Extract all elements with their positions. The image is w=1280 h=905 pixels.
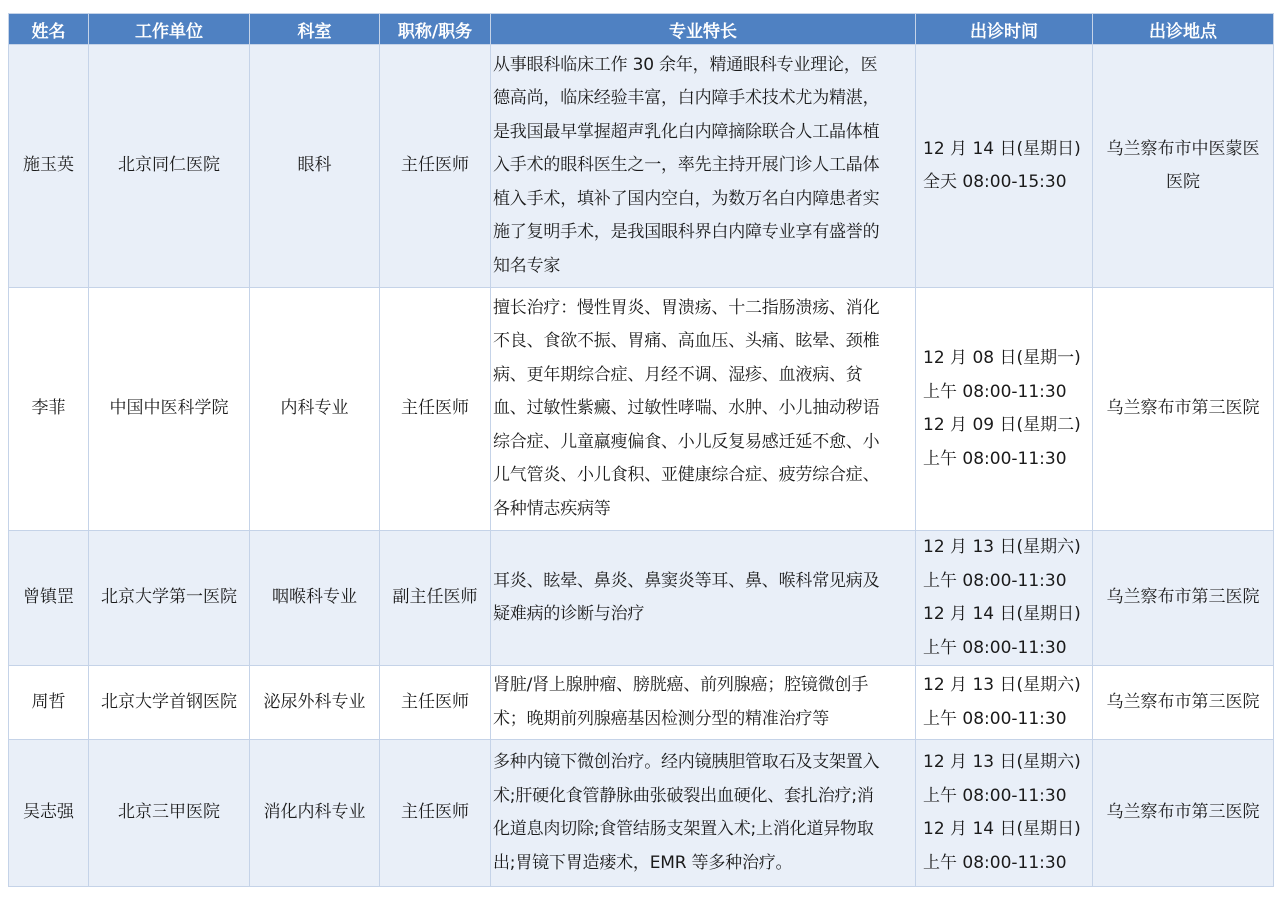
- job-title: 主任医师: [380, 740, 491, 887]
- expert-schedule-table: [8, 13, 1274, 887]
- clinic-time: 12 月 08 日(星期一) 上午 08:00-11:30 12 月 09 日(星期二) 上午 08:00-11:30: [916, 288, 1093, 531]
- clinic-time: 12 月 13 日(星期六) 上午 08:00-11:30 12 月 14 日(星期日) 上午 08:00-11:30: [916, 531, 1093, 666]
- header-row: [9, 14, 1274, 45]
- clinic-location: 乌兰察布市第三医院: [1093, 531, 1274, 666]
- header-specialty: 专业特长: [491, 14, 916, 45]
- table-row: [9, 288, 1274, 531]
- header-location: 出诊地点: [1093, 14, 1274, 45]
- job-title: 主任医师: [380, 288, 491, 531]
- doctor-name: 李菲: [9, 288, 89, 531]
- doctor-name: 吴志强: [9, 740, 89, 887]
- specialty: 从事眼科临床工作 30 余年，精通眼科专业理论，医 德高尚，临床经验丰富，白内障手术技术尤为精湛， 是我国最早掌握超声乳化白内障摘除联合人工晶体植 入手术的眼科医生之一，率先主持开展门诊人工晶体 植入手术，填补了国内空白，为数万名白内障患者实 施了复明手术，是我国眼科界白内障专业享有盛誉的 知名专家: [491, 45, 916, 288]
- work-unit: 北京同仁医院: [89, 45, 250, 288]
- department: 内科专业: [250, 288, 380, 531]
- department: 咽喉科专业: [250, 531, 380, 666]
- table-row: [9, 666, 1274, 740]
- job-title: 主任医师: [380, 666, 491, 740]
- work-unit: 北京大学第一医院: [89, 531, 250, 666]
- specialty: 耳炎、眩晕、鼻炎、鼻窦炎等耳、鼻、喉科常见病及 疑难病的诊断与治疗: [491, 531, 916, 666]
- table-row: [9, 531, 1274, 666]
- clinic-location: 乌兰察布市第三医院: [1093, 740, 1274, 887]
- specialty: 擅长治疗：慢性胃炎、胃溃疡、十二指肠溃疡、消化 不良、食欲不振、胃痛、高血压、头痛、眩晕、颈椎 病、更年期综合症、月经不调、湿疹、血液病、贫 血、过敏性紫癜、过敏性哮喘、水肿、小儿抽动秽语 综合症、儿童羸瘦偏食、小儿反复易感迁延不愈、小 儿气管炎、小儿食积、亚健康综合症、疲劳综合症、 各种情志疾病等: [491, 288, 916, 531]
- work-unit: 北京三甲医院: [89, 740, 250, 887]
- clinic-time: 12 月 13 日(星期六) 上午 08:00-11:30 12 月 14 日(星期日) 上午 08:00-11:30: [916, 740, 1093, 887]
- clinic-time: 12 月 13 日(星期六) 上午 08:00-11:30: [916, 666, 1093, 740]
- clinic-time: 12 月 14 日(星期日) 全天 08:00-15:30: [916, 45, 1093, 288]
- header-name: 姓名: [9, 14, 89, 45]
- header-title: 职称/职务: [380, 14, 491, 45]
- specialty: 多种内镜下微创治疗。经内镜胰胆管取石及支架置入 术;肝硬化食管静脉曲张破裂出血硬化、套扎治疗;消 化道息肉切除;食管结肠支架置入术;上消化道异物取 出;胃镜下胃造瘘术，EMR 等多种治疗。: [491, 740, 916, 887]
- department: 眼科: [250, 45, 380, 288]
- department: 泌尿外科专业: [250, 666, 380, 740]
- table-row: [9, 740, 1274, 887]
- header-org: 工作单位: [89, 14, 250, 45]
- table-row: [9, 45, 1274, 288]
- job-title: 副主任医师: [380, 531, 491, 666]
- work-unit: 中国中医科学院: [89, 288, 250, 531]
- clinic-location: 乌兰察布市中医蒙医 医院: [1093, 45, 1274, 288]
- specialty: 肾脏/肾上腺肿瘤、膀胱癌、前列腺癌；腔镜微创手 术；晚期前列腺癌基因检测分型的精准治疗等: [491, 666, 916, 740]
- header-dept: 科室: [250, 14, 380, 45]
- job-title: 主任医师: [380, 45, 491, 288]
- department: 消化内科专业: [250, 740, 380, 887]
- doctor-name: 曾镇罡: [9, 531, 89, 666]
- doctor-name: 周哲: [9, 666, 89, 740]
- clinic-location: 乌兰察布市第三医院: [1093, 288, 1274, 531]
- work-unit: 北京大学首钢医院: [89, 666, 250, 740]
- clinic-location: 乌兰察布市第三医院: [1093, 666, 1274, 740]
- schedule-table-container: [8, 13, 1273, 887]
- header-time: 出诊时间: [916, 14, 1093, 45]
- doctor-name: 施玉英: [9, 45, 89, 288]
